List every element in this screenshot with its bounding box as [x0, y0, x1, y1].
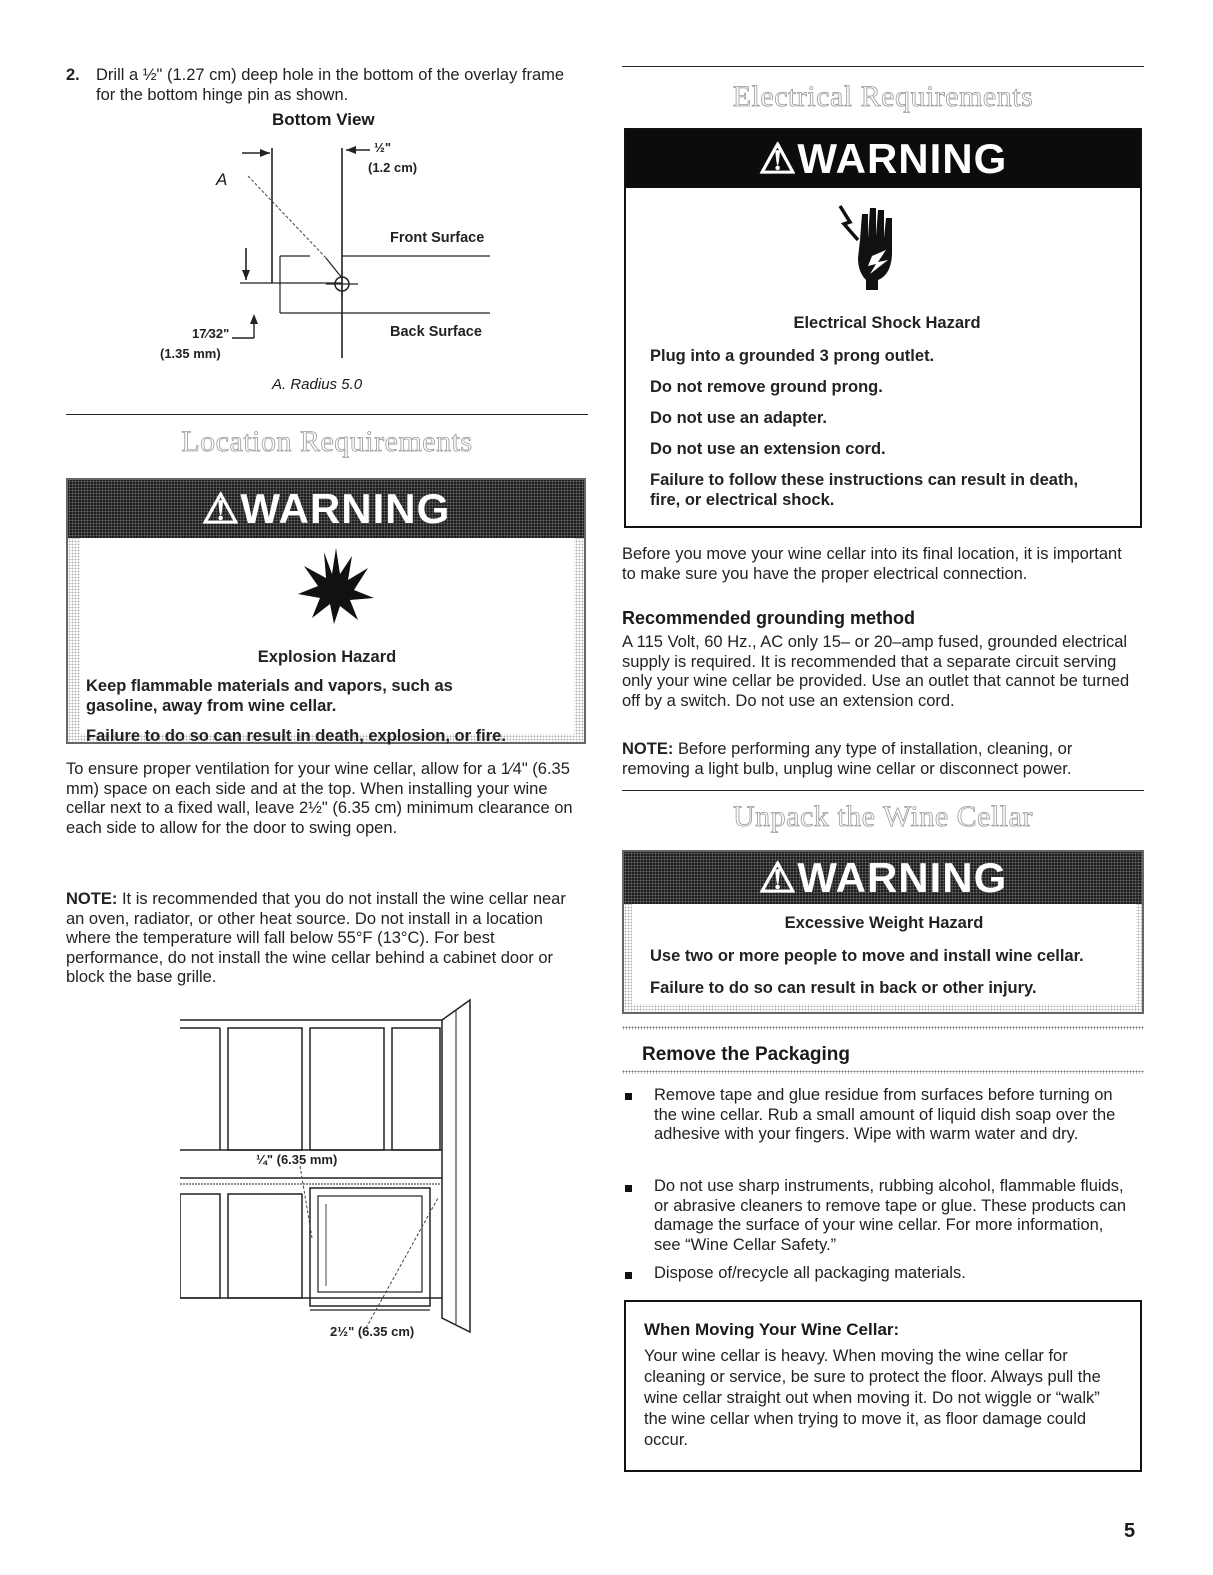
gap-top-label: ¼" (6.35 mm) [256, 1152, 338, 1167]
bullet-marker [625, 1185, 632, 1192]
hazard-line-3: Failure to do so can result in death, explosion, or fire. [86, 727, 506, 745]
electrical-paragraph: Before you move your wine cellar into its final location, it is important to make sure you have the proper electrical connection. [622, 545, 1122, 583]
warning-text-panel [634, 304, 1140, 526]
hazard-line-1: Plug into a grounded 3 prong outlet. [650, 347, 935, 365]
shock-warning-box [624, 128, 1142, 528]
electrical-heading: Electrical Requirements [732, 80, 1034, 113]
warning-text-panel [80, 634, 574, 745]
explosion-warning-box [66, 478, 586, 744]
grounding-paragraph: A 115 Volt, 60 Hz., AC only 15– or 20–amp fused, grounded electrical supply is required. It is recommended that a separate circuit serving only your wine cellar be provided. Use an outlet that cannot be turned off by a switch. Do not use an extension cord. [622, 633, 1130, 710]
packaging-subheading-rule-bottom [622, 1070, 1144, 1074]
dim-top-metric: (1.2 cm) [368, 160, 418, 175]
divider-electrical [622, 66, 1144, 67]
packaging-bullet-1: Remove tape and glue residue from surfaces before turning on the wine cellar. Rub a small amount of liquid dish soap over the adhesive with your fingers. Wipe with warm water and dry. [654, 1086, 1116, 1143]
hazard-title: Electrical Shock Hazard [793, 314, 981, 332]
packaging-subheading: Remove the Packaging [642, 1044, 851, 1065]
weight-warning-box [622, 850, 1144, 1014]
warning-banner: ⚠WARNING [624, 852, 1142, 904]
hazard-line-2: gasoline, away from wine cellar. [86, 697, 337, 715]
hazard-line-2: Failure to do so can result in back or other injury. [650, 979, 1037, 997]
location-paragraph: To ensure proper ventilation for your wine cellar, allow for a 1⁄4" (6.35 mm) space on each side and at the top. When installing your wine cellar next to a fixed wall, leave 2½" (6.35 cm) minimum clearance on each side to allow for the door to swing open. [66, 760, 573, 837]
explosion-icon [296, 546, 376, 624]
hazard-line-3: Do not use an adapter. [650, 409, 827, 427]
moving-box-text: Your wine cellar is heavy. When moving the wine cellar for cleaning or service, be sure to protect the floor. Always pull the wine cellar straight out when moving it. Do not wiggle or “walk” the wine cellar when trying to move it, as floor damage could occur. [644, 1347, 1101, 1449]
warning-banner: ⚠WARNING [68, 480, 584, 538]
dim-top: ½" [374, 140, 392, 155]
grounding-subheading: Recommended grounding method [622, 608, 916, 628]
note-label: NOTE: [622, 740, 674, 758]
electrical-note [622, 740, 1132, 779]
moving-box-title: When Moving Your Wine Cellar: [644, 1320, 900, 1339]
label-a: A [216, 170, 228, 189]
warning-banner: ⚠WARNING [626, 130, 1140, 188]
front-surface-label: Front Surface [390, 230, 485, 246]
hazard-line-1: Keep flammable materials and vapors, such as [86, 677, 453, 695]
note-text: Before performing any type of installation, cleaning, or removing a light bulb, unplug wine cellar or disconnect power. [622, 740, 1073, 778]
page-number: 5 [1124, 1520, 1136, 1542]
moving-box [624, 1300, 1142, 1472]
bullet-marker [625, 1093, 632, 1100]
packaging-subheading-rule-top [622, 1026, 1144, 1030]
dim-side: 17⁄32" [192, 326, 230, 341]
hazard-title: Explosion Hazard [257, 648, 397, 666]
note-text: It is recommended that you do not install the wine cellar near an oven, radiator, or other heat source. Do not install in a location where the temperature will fall below 55°F (13°C). For best performance, do not install the wine cellar behind a cabinet door or block the base grille. [66, 890, 566, 986]
hazard-line-5: Failure to follow these instructions can result in death, [650, 471, 1079, 489]
divider-location [66, 414, 588, 415]
warning-icon-panel [80, 538, 574, 636]
bullet-marker [625, 1272, 632, 1279]
hazard-line-4: Do not use an extension cord. [650, 440, 886, 458]
location-note [66, 890, 586, 988]
shock-hand-icon [838, 200, 908, 290]
diagram-title: Bottom View [272, 110, 375, 129]
dim-side-metric: (1.35 mm) [160, 346, 221, 361]
gap-side-label: 2½" (6.35 cm) [330, 1324, 415, 1339]
back-surface-label: Back Surface [390, 324, 482, 340]
warning-text-panel [632, 904, 1136, 1004]
hazard-line-2: Do not remove ground prong. [650, 378, 883, 396]
unpack-heading: Unpack the Wine Cellar [733, 800, 1033, 833]
cabinet-drawing [180, 998, 480, 1343]
location-heading: Location Requirements [181, 425, 473, 458]
divider-unpack [622, 790, 1144, 791]
note-label: NOTE: [66, 890, 118, 908]
hazard-line-6: fire, or electrical shock. [650, 491, 835, 509]
hazard-title: Excessive Weight Hazard [784, 914, 984, 932]
warning-icon-panel [634, 188, 1140, 306]
hazard-line-1: Use two or more people to move and install wine cellar. [650, 947, 1084, 965]
step-text: Drill a ½" (1.27 cm) deep hole in the bottom of the overlay frame for the bottom hinge pin as shown. [96, 66, 565, 104]
packaging-bullet-3: Dispose of/recycle all packaging materials. [654, 1264, 966, 1282]
cabinet-diagram [180, 998, 480, 1343]
packaging-bullet-2: Do not use sharp instruments, rubbing alcohol, flammable fluids, or abrasive cleaners to remove tape or glue. These products can damage the surface of your wine cellar. For more information, see “Wine Cellar Safety.” [654, 1177, 1127, 1254]
bottom-view-diagram [150, 108, 570, 393]
diagram-caption: A. Radius 5.0 [272, 376, 363, 393]
step-number: 2. [66, 66, 80, 84]
